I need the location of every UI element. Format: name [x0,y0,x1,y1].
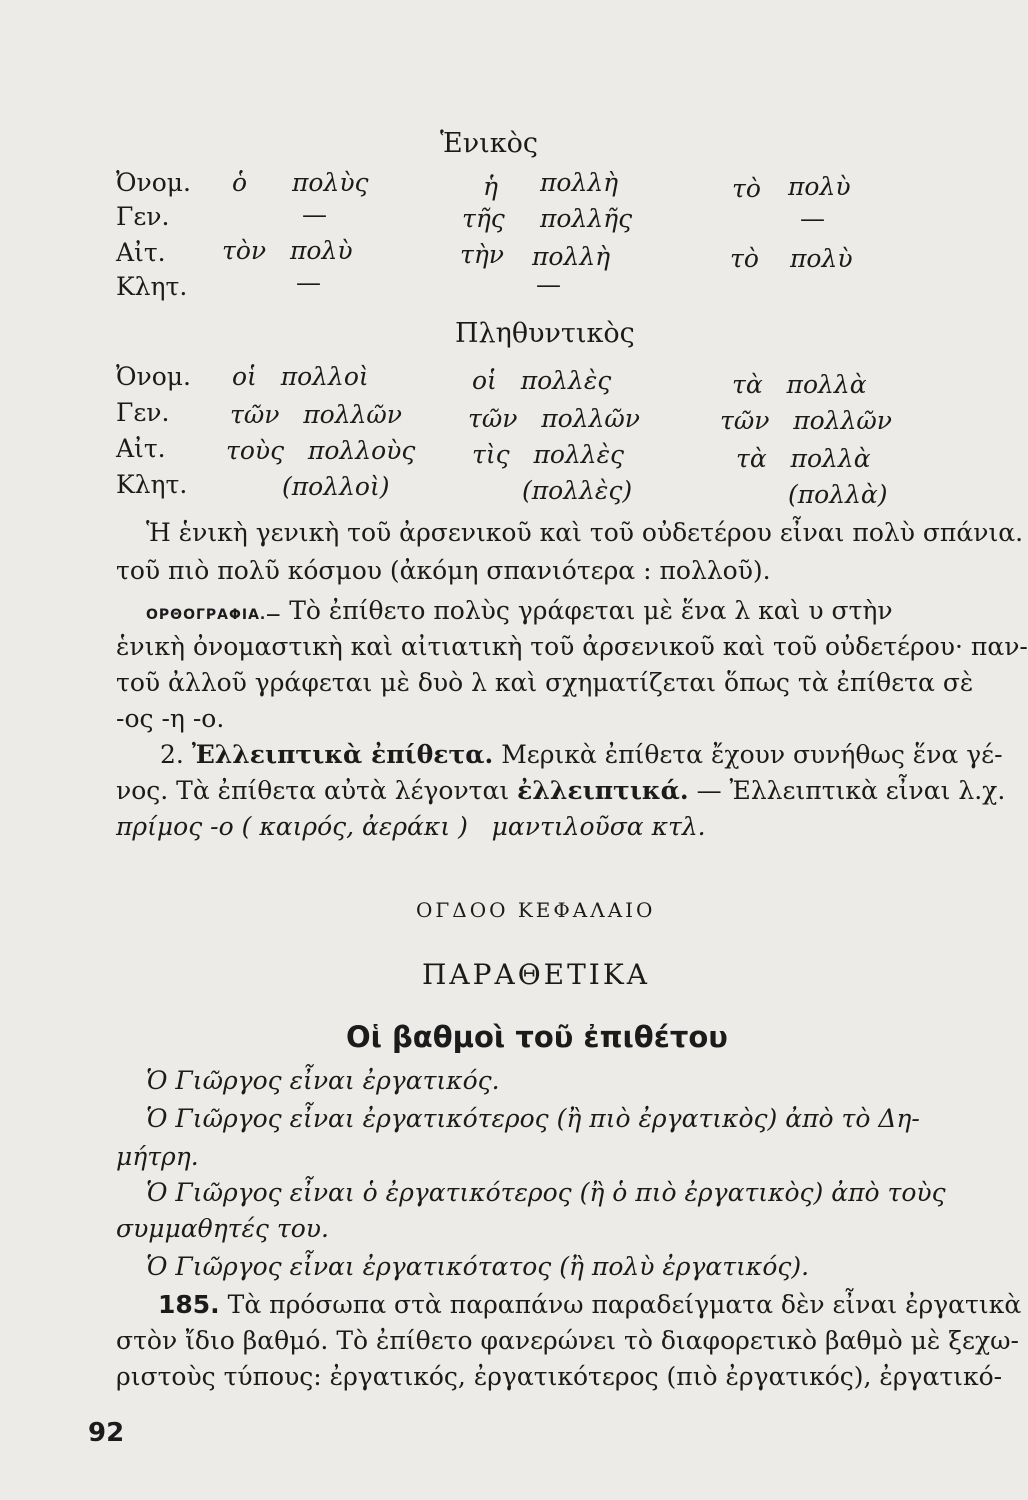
case-label: Κλητ. [116,470,188,499]
elliptic-number: 2. [160,740,184,769]
elliptic-paragraph [160,740,1003,769]
masculine-form: οἱ πολλοὶ [232,362,369,391]
paragraph-185 [158,1290,1021,1319]
case-label: Αἰτ. [116,238,166,267]
example-line: Ὁ Γιῶργος εἶναι ὁ ἐργατικότερος (ἢ ὁ πιὸ ἐργατικὸς) ἀπὸ τοὺς [146,1178,946,1207]
paragraph-text: Τὰ πρόσωπα στὰ παραπάνω παραδείγματα δὲν εἶναι ἐργατικὰ [227,1290,1022,1319]
orthography-text: Τὸ ἐπίθετο πολὺς γράφεται μὲ ἕνα λ καὶ υ στὴν [289,596,893,625]
article: τὸ [732,174,761,203]
neuter-form: (πολλὰ) [788,480,888,509]
case-label: Γεν. [116,398,170,427]
masculine-form: (πολλοὶ) [282,472,390,501]
degrees-title: Οἱ βαθμοὶ τοῦ ἐπιθέτου [346,1020,728,1054]
article: τὸ [730,244,759,273]
plural-heading: Πληθυντικὸς [455,318,635,349]
case-label: Ὀνομ. [116,362,191,391]
neuter-form: τὰ πολλὰ [732,370,867,399]
feminine-form: (πολλὲς) [522,476,633,505]
example-line: Ὁ Γιῶργος εἶναι ἐργατικότατος (ἢ πολὺ ἐργατικός). [146,1252,810,1281]
form: πολλὴ [532,242,611,271]
example-line: συμμαθητές του. [116,1214,329,1243]
feminine-form: τῶν πολλῶν [468,404,641,433]
neuter-form: τὰ πολλὰ [736,444,871,473]
feminine-form: οἱ πολλὲς [472,366,612,395]
article: τῆς [462,204,505,233]
orthography-label: ΟΡΘΟΓΡΑΦΙΑ.— [146,607,282,623]
case-label: Αἰτ. [116,434,166,463]
note-line: Ἡ ἑνικὴ γενικὴ τοῦ ἀρσενικοῦ καὶ τοῦ οὐδετέρου εἶναι πολὺ σπάνια. [146,518,1024,547]
form: πολὺ [290,236,353,265]
elliptic-line [116,776,1005,805]
form: πολὺ [790,244,853,273]
orthography-line: τοῦ ἀλλοῦ γράφεται μὲ δυὸ λ καὶ σχηματίζεται ὅπως τὰ ἐπίθετα σὲ [116,668,974,697]
orthography-paragraph [146,596,893,625]
article: ὁ [232,168,248,197]
form: πολὺς [292,168,369,197]
masculine-form: τῶν πολλῶν [230,400,403,429]
article: τὸν [222,236,267,265]
orthography-line: ἑνικὴ ὀνομαστικὴ καὶ αἰτιατικὴ τοῦ ἀρσενικοῦ καὶ τοῦ οὐδετέρου· παν- [116,632,1028,661]
dash: — [302,200,327,229]
dash: — [800,204,825,233]
page-number: 92 [88,1418,125,1448]
example-line: μήτρη. [116,1142,199,1171]
elliptic-examples: πρίμος -ο ( καιρός, ἀεράκι ) μαντιλοῦσα κτλ. [116,812,706,841]
paragraph-number: 185. [158,1290,220,1319]
neuter-form: τῶν πολλῶν [720,406,893,435]
masculine-form: τοὺς πολλοὺς [226,436,416,465]
section-title: ΠΑΡΑΘΕΤΙΚΑ [422,958,650,991]
elliptic-text: — Ἐλλειπτικὰ εἶναι λ.χ. [696,776,1006,805]
article: τὴν [460,240,505,269]
example-line: Ὁ Γιῶργος εἶναι ἐργατικότερος (ἢ πιὸ ἐργατικὸς) ἀπὸ τὸ Δη- [146,1104,920,1133]
case-label: Κλητ. [116,272,188,301]
singular-heading: Ἑνικὸς [440,128,538,159]
elliptic-term: ἐλλειπτικά. [517,776,689,805]
example-line: Ὁ Γιῶργος εἶναι ἐργατικός. [146,1066,500,1095]
orthography-line: -ος -η -ο. [116,704,225,733]
dash: — [536,270,561,299]
feminine-form: τὶς πολλὲς [472,440,625,469]
case-label: Ὀνομ. [116,168,191,197]
form: πολὺ [788,172,851,201]
form: πολλῆς [540,204,633,233]
form: πολλὴ [540,168,619,197]
elliptic-text: νος. Τὰ ἐπίθετα αὐτὰ λέγονται [116,776,510,805]
paragraph-line: ριστοὺς τύπους: ἐργατικός, ἐργατικότερος (πιὸ ἐργατικός), ἐργατικό- [116,1362,1003,1391]
chapter-title: ΟΓΔΟΟ ΚΕΦΑΛΑΙΟ [416,898,656,922]
paragraph-line: στὸν ἴδιο βαθμό. Τὸ ἐπίθετο φανερώνει τὸ διαφορετικὸ βαθμὸ μὲ ξεχω- [116,1326,1019,1355]
elliptic-text: Μερικὰ ἐπίθετα ἔχουν συνήθως ἕνα γέ- [501,740,1003,769]
article: ἡ [483,172,498,201]
note-line: τοῦ πιὸ πολῦ κόσμου (ἀκόμη σπανιότερα : πολλοῦ). [116,556,771,585]
dash: — [296,268,321,297]
elliptic-title: Ἐλλειπτικὰ ἐπίθετα. [191,740,494,769]
case-label: Γεν. [116,202,170,231]
